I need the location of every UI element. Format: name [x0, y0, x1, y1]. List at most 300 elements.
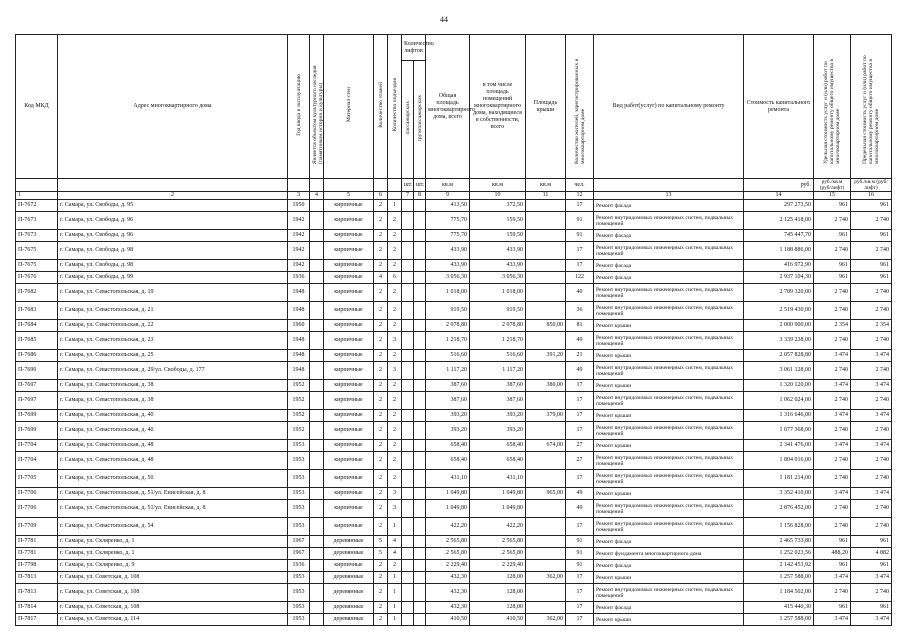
cell-cost: 2 057 828,80 — [744, 350, 814, 362]
cell-passenger-lifts — [402, 560, 414, 572]
cell-owned-area: 2 565,80 — [470, 548, 526, 560]
cell-mkd-code: П-7813 — [16, 584, 58, 602]
cell-freight-lifts — [414, 536, 426, 548]
cell-owned-area: 422,20 — [470, 518, 526, 536]
cell-work-type: Ремонт внутридомовых инженерных систем, подвальных помещений — [594, 332, 744, 350]
cell-freight-lifts — [414, 500, 426, 518]
page-number: 44 — [440, 15, 448, 24]
cell-wall-material: кирпичные — [324, 488, 374, 500]
cell-freight-lifts — [414, 584, 426, 602]
cell-freight-lifts — [414, 302, 426, 320]
cell-heritage — [310, 230, 324, 242]
cell-freight-lifts — [414, 422, 426, 440]
cell-address: г. Самара, ул. Севастопольская, д. 21 — [58, 302, 288, 320]
cell-year: 1953 — [288, 584, 310, 602]
cell-year: 1948 — [288, 302, 310, 320]
cell-floors: 2 — [374, 302, 388, 320]
cell-mkd-code: П-7676 — [16, 272, 58, 284]
column-number: 7 — [402, 192, 414, 200]
cell-floors: 2 — [374, 440, 388, 452]
cell-wall-material: деревянные — [324, 572, 374, 584]
cell-roof-area — [526, 500, 566, 518]
cell-unit-cost: 961 — [814, 602, 851, 614]
cell-wall-material: кирпичные — [324, 332, 374, 350]
cell-floors: 2 — [374, 230, 388, 242]
table-row — [16, 548, 892, 560]
cell-total-area: 775,70 — [426, 230, 470, 242]
cell-wall-material: кирпичные — [324, 284, 374, 302]
cell-wall-material: кирпичные — [324, 212, 374, 230]
cell-unit-cost: 3 474 — [814, 488, 851, 500]
cell-total-area: 433,90 — [426, 242, 470, 260]
cell-unit-cost: 961 — [814, 536, 851, 548]
column-number: 11 — [526, 192, 566, 200]
cell-freight-lifts — [414, 548, 426, 560]
cell-freight-lifts — [414, 350, 426, 362]
cell-owned-area: 516,60 — [470, 350, 526, 362]
cell-cost: 1 184 502,00 — [744, 584, 814, 602]
cell-wall-material: кирпичные — [324, 350, 374, 362]
cell-mkd-code: П-7706 — [16, 488, 58, 500]
cell-roof-area — [526, 200, 566, 212]
cell-address: г. Самара, ул. Севастопольская, д. 25 — [58, 350, 288, 362]
cell-max-cost: 3 474 — [851, 488, 892, 500]
cell-roof-area: 362,00 — [526, 572, 566, 584]
cell-owned-area: 1 218,70 — [470, 332, 526, 350]
cell-residents: 17 — [566, 572, 594, 584]
cell-floors: 2 — [374, 614, 388, 626]
cell-unit-cost: 3 474 — [814, 350, 851, 362]
cell-heritage — [310, 260, 324, 272]
cell-cost: 3 352 410,00 — [744, 488, 814, 500]
cell-roof-area: 850,00 — [526, 320, 566, 332]
table-row — [16, 302, 892, 320]
cell-entrances: 2 — [388, 242, 402, 260]
cell-owned-area: 658,40 — [470, 440, 526, 452]
cell-residents: 49 — [566, 488, 594, 500]
cell-mkd-code: П-7673 — [16, 230, 58, 242]
cell-cost: 2 341 476,00 — [744, 440, 814, 452]
cell-cost: 415 440,30 — [744, 602, 814, 614]
cell-residents: 17 — [566, 260, 594, 272]
cell-mkd-code: П-7781 — [16, 536, 58, 548]
cell-freight-lifts — [414, 284, 426, 302]
header-floors: Количество этажей — [374, 35, 388, 179]
cell-heritage — [310, 362, 324, 380]
cell-freight-lifts — [414, 332, 426, 350]
cell-total-area: 2 565,80 — [426, 536, 470, 548]
cell-residents: 17 — [566, 392, 594, 410]
cell-unit-cost: 2 740 — [814, 362, 851, 380]
cell-address: г. Самара, ул. Севастопольская, д. 40 — [58, 422, 288, 440]
cell-roof-area: 380,00 — [526, 380, 566, 392]
cell-cost: 1 181 214,00 — [744, 470, 814, 488]
cell-mkd-code: П-7813 — [16, 572, 58, 584]
cell-entrances: 3 — [388, 362, 402, 380]
cell-max-cost: 2 740 — [851, 518, 892, 536]
cell-cost: 1 062 024,00 — [744, 392, 814, 410]
cell-heritage — [310, 536, 324, 548]
header-entrances: Количество подъездов — [388, 35, 402, 179]
cell-residents: 17 — [566, 242, 594, 260]
cell-freight-lifts — [414, 440, 426, 452]
cell-freight-lifts — [414, 230, 426, 242]
cell-owned-area: 1 117,20 — [470, 362, 526, 380]
column-number: 15 — [814, 192, 851, 200]
table-row — [16, 230, 892, 242]
cell-address: г. Самара, ул. Свободы, д. 98 — [58, 242, 288, 260]
table-row — [16, 380, 892, 392]
capital-repair-register-table — [15, 34, 892, 626]
cell-address: г. Самара, ул. Севастопольская, д. 40 — [58, 410, 288, 422]
cell-owned-area: 128,00 — [470, 572, 526, 584]
column-number: 3 — [288, 192, 310, 200]
cell-year: 1960 — [288, 320, 310, 332]
cell-mkd-code: П-7697 — [16, 380, 58, 392]
cell-heritage — [310, 452, 324, 470]
cell-heritage — [310, 614, 324, 626]
cell-max-cost: 2 740 — [851, 362, 892, 380]
cell-work-type: Ремонт крыши — [594, 440, 744, 452]
cell-wall-material: деревянные — [324, 548, 374, 560]
cell-passenger-lifts — [402, 584, 414, 602]
cell-year: 1942 — [288, 260, 310, 272]
cell-address: г. Самара, ул. Свободы, д. 95 — [58, 200, 288, 212]
table-row — [16, 242, 892, 260]
cell-mkd-code: П-7699 — [16, 422, 58, 440]
cell-passenger-lifts — [402, 284, 414, 302]
cell-work-type: Ремонт фасада — [594, 536, 744, 548]
cell-entrances: 2 — [388, 410, 402, 422]
cell-roof-area: 674,00 — [526, 440, 566, 452]
cell-freight-lifts — [414, 362, 426, 380]
cell-unit-cost: 3 474 — [814, 614, 851, 626]
cell-address: г. Самара, ул. Советская, д. 108 — [58, 584, 288, 602]
cell-year: 1953 — [288, 500, 310, 518]
cell-address: г. Самара, ул. Севастопольская, д. 48 — [58, 440, 288, 452]
cell-owned-area: 2 078,80 — [470, 320, 526, 332]
cell-work-type: Ремонт внутридомовых инженерных систем, подвальных помещений — [594, 302, 744, 320]
cell-year: 1952 — [288, 422, 310, 440]
cell-owned-area: 2 565,80 — [470, 536, 526, 548]
cell-total-area: 1 117,20 — [426, 362, 470, 380]
table-row — [16, 392, 892, 410]
cell-cost: 1 804 016,00 — [744, 452, 814, 470]
cell-max-cost: 4 882 — [851, 548, 892, 560]
cell-heritage — [310, 500, 324, 518]
cell-mkd-code: П-7684 — [16, 320, 58, 332]
cell-owned-area: 1 049,80 — [470, 500, 526, 518]
cell-address: г. Самара, ул. Свободы, д. 98 — [58, 260, 288, 272]
cell-work-type: Ремонт фасада — [594, 200, 744, 212]
cell-work-type: Ремонт внутридомовых инженерных систем, подвальных помещений — [594, 242, 744, 260]
cell-wall-material: кирпичные — [324, 272, 374, 284]
cell-mkd-code: П-7699 — [16, 410, 58, 422]
cell-residents: 91 — [566, 212, 594, 230]
cell-passenger-lifts — [402, 548, 414, 560]
cell-wall-material: кирпичные — [324, 200, 374, 212]
table-row — [16, 602, 892, 614]
cell-wall-material: кирпичные — [324, 392, 374, 410]
cell-residents: 17 — [566, 518, 594, 536]
table-row — [16, 470, 892, 488]
table-row — [16, 518, 892, 536]
cell-total-area: 387,60 — [426, 392, 470, 410]
cell-year: 1952 — [288, 410, 310, 422]
cell-total-area: 1 049,80 — [426, 488, 470, 500]
cell-cost: 1 188 886,00 — [744, 242, 814, 260]
cell-residents: 17 — [566, 380, 594, 392]
cell-roof-area — [526, 584, 566, 602]
column-number: 6 — [374, 192, 388, 200]
cell-roof-area — [526, 518, 566, 536]
cell-max-cost: 2 740 — [851, 284, 892, 302]
cell-owned-area: 919,50 — [470, 302, 526, 320]
cell-heritage — [310, 602, 324, 614]
cell-cost: 3 061 128,00 — [744, 362, 814, 380]
unit-label: руб. — [744, 179, 814, 192]
cell-total-area: 658,40 — [426, 440, 470, 452]
cell-year: 1953 — [288, 614, 310, 626]
cell-wall-material: кирпичные — [324, 452, 374, 470]
cell-wall-material: кирпичные — [324, 362, 374, 380]
cell-passenger-lifts — [402, 350, 414, 362]
header-cost: Стоимость капитального ремонта — [744, 35, 814, 179]
cell-entrances: 1 — [388, 614, 402, 626]
cell-roof-area — [526, 536, 566, 548]
cell-owned-area: 410,50 — [470, 614, 526, 626]
cell-unit-cost: 3 474 — [814, 440, 851, 452]
cell-unit-cost: 2 740 — [814, 392, 851, 410]
cell-work-type: Ремонт внутридомовых инженерных систем, подвальных помещений — [594, 422, 744, 440]
cell-owned-area: 393,20 — [470, 410, 526, 422]
cell-owned-area: 3 056,30 — [470, 272, 526, 284]
cell-unit-cost: 2 740 — [814, 452, 851, 470]
header-work-type: Вид работ(услуг) по капитальному ремонту — [594, 35, 744, 179]
cell-year: 1936 — [288, 560, 310, 572]
table-row — [16, 614, 892, 626]
cell-total-area: 393,20 — [426, 410, 470, 422]
header-residents: Количество жителей, зарегистрированных в многоквартирном доме — [566, 35, 594, 179]
unit-label: шт. — [402, 179, 414, 192]
cell-freight-lifts — [414, 260, 426, 272]
cell-total-area: 413,50 — [426, 200, 470, 212]
cell-residents: 91 — [566, 560, 594, 572]
cell-unit-cost: 961 — [814, 260, 851, 272]
cell-passenger-lifts — [402, 602, 414, 614]
cell-max-cost: 2 740 — [851, 584, 892, 602]
cell-work-type: Ремонт крыши — [594, 350, 744, 362]
cell-floors: 2 — [374, 212, 388, 230]
cell-roof-area — [526, 242, 566, 260]
cell-work-type: Ремонт внутридомовых инженерных систем, подвальных помещений — [594, 212, 744, 230]
table-row — [16, 320, 892, 332]
cell-entrances: 2 — [388, 302, 402, 320]
cell-floors: 2 — [374, 560, 388, 572]
cell-owned-area: 431,10 — [470, 470, 526, 488]
cell-passenger-lifts — [402, 518, 414, 536]
cell-entrances: 1 — [388, 602, 402, 614]
header-unit-cost: Удельная стоимость услуг и (или) работ по капитальному ремонту общего имущества в многоквартирном доме — [814, 35, 851, 179]
cell-mkd-code: П-7682 — [16, 284, 58, 302]
cell-cost: 3 339 238,00 — [744, 332, 814, 350]
column-number: 9 — [426, 192, 470, 200]
cell-floors: 2 — [374, 260, 388, 272]
cell-work-type: Ремонт фундамента многоквартирного дома — [594, 548, 744, 560]
table-row — [16, 452, 892, 470]
cell-cost: 2 465 733,80 — [744, 536, 814, 548]
cell-entrances: 1 — [388, 200, 402, 212]
cell-mkd-code: П-7814 — [16, 602, 58, 614]
cell-entrances: 3 — [388, 500, 402, 518]
cell-entrances: 2 — [388, 212, 402, 230]
cell-wall-material: кирпичные — [324, 260, 374, 272]
cell-roof-area — [526, 548, 566, 560]
cell-floors: 2 — [374, 332, 388, 350]
cell-total-area: 432,30 — [426, 572, 470, 584]
header-owned-area: в том числе площадь помещений многоквартирного дома, находящиеся в собственности, всего — [470, 35, 526, 179]
table-row — [16, 560, 892, 572]
cell-passenger-lifts — [402, 272, 414, 284]
cell-max-cost: 961 — [851, 536, 892, 548]
cell-address: г. Самара, ул. Севастопольская, д. 19 — [58, 284, 288, 302]
cell-entrances: 4 — [388, 536, 402, 548]
cell-unit-cost: 2 740 — [814, 212, 851, 230]
cell-entrances: 1 — [388, 518, 402, 536]
table-row — [16, 500, 892, 518]
cell-unit-cost: 2 740 — [814, 518, 851, 536]
cell-unit-cost: 2 740 — [814, 470, 851, 488]
units-row — [16, 179, 892, 192]
cell-work-type: Ремонт крыши — [594, 614, 744, 626]
cell-cost: 745 447,70 — [744, 230, 814, 242]
unit-label: кв.м — [426, 179, 470, 192]
cell-floors: 4 — [374, 272, 388, 284]
header-lifts-group: Количество лифтов — [402, 35, 426, 61]
header-mkd-code: Код МКД — [16, 35, 58, 179]
cell-heritage — [310, 518, 324, 536]
cell-roof-area — [526, 272, 566, 284]
cell-max-cost: 3 474 — [851, 440, 892, 452]
cell-entrances: 2 — [388, 440, 402, 452]
cell-passenger-lifts — [402, 422, 414, 440]
cell-work-type: Ремонт фасада — [594, 272, 744, 284]
cell-heritage — [310, 284, 324, 302]
cell-owned-area: 433,90 — [470, 260, 526, 272]
cell-residents: 36 — [566, 302, 594, 320]
cell-passenger-lifts — [402, 242, 414, 260]
cell-address: г. Самара, ул. Севастопольская, д. 38 — [58, 380, 288, 392]
header-row — [16, 35, 892, 61]
cell-floors: 2 — [374, 488, 388, 500]
cell-total-area: 775,70 — [426, 212, 470, 230]
cell-owned-area: 1 018,00 — [470, 284, 526, 302]
cell-freight-lifts — [414, 410, 426, 422]
cell-work-type: Ремонт внутридомовых инженерных систем, подвальных помещений — [594, 518, 744, 536]
cell-residents: 81 — [566, 320, 594, 332]
cell-mkd-code: П-7672 — [16, 200, 58, 212]
cell-entrances: 3 — [388, 488, 402, 500]
cell-owned-area: 2 229,40 — [470, 560, 526, 572]
cell-total-area: 2 078,80 — [426, 320, 470, 332]
cell-work-type: Ремонт крыши — [594, 320, 744, 332]
cell-mkd-code: П-7781 — [16, 548, 58, 560]
cell-heritage — [310, 212, 324, 230]
header-roof-area: Площадь крыши — [526, 35, 566, 179]
cell-total-area: 1 018,00 — [426, 284, 470, 302]
cell-freight-lifts — [414, 452, 426, 470]
cell-total-area: 1 049,80 — [426, 500, 470, 518]
cell-owned-area: 159,50 — [470, 230, 526, 242]
cell-wall-material: кирпичные — [324, 560, 374, 572]
cell-floors: 5 — [374, 548, 388, 560]
cell-max-cost: 961 — [851, 230, 892, 242]
cell-max-cost: 3 474 — [851, 350, 892, 362]
cell-total-area: 422,20 — [426, 518, 470, 536]
cell-heritage — [310, 350, 324, 362]
cell-cost: 297 273,50 — [744, 200, 814, 212]
cell-passenger-lifts — [402, 440, 414, 452]
cell-heritage — [310, 488, 324, 500]
cell-floors: 2 — [374, 392, 388, 410]
cell-address: г. Самара, ул. Севастопольская, д. 54 — [58, 518, 288, 536]
cell-total-area: 432,30 — [426, 602, 470, 614]
cell-passenger-lifts — [402, 320, 414, 332]
cell-floors: 2 — [374, 350, 388, 362]
table-row — [16, 362, 892, 380]
table-row — [16, 584, 892, 602]
cell-work-type: Ремонт внутридомовых инженерных систем, подвальных помещений — [594, 452, 744, 470]
cell-work-type: Ремонт внутридомовых инженерных систем, подвальных помещений — [594, 584, 744, 602]
cell-unit-cost: 2 740 — [814, 422, 851, 440]
cell-work-type: Ремонт крыши — [594, 488, 744, 500]
cell-mkd-code: П-7686 — [16, 350, 58, 362]
cell-roof-area: 379,00 — [526, 410, 566, 422]
cell-passenger-lifts — [402, 332, 414, 350]
column-number-row — [16, 192, 892, 200]
table-row — [16, 350, 892, 362]
cell-entrances: 1 — [388, 572, 402, 584]
column-number: 4 — [310, 192, 324, 200]
cell-entrances: 2 — [388, 320, 402, 332]
cell-max-cost: 961 — [851, 602, 892, 614]
column-number: 1 — [16, 192, 58, 200]
cell-cost: 2 000 900,00 — [744, 320, 814, 332]
cell-work-type: Ремонт внутридомовых инженерных систем, подвальных помещений — [594, 500, 744, 518]
cell-passenger-lifts — [402, 362, 414, 380]
cell-heritage — [310, 584, 324, 602]
cell-heritage — [310, 410, 324, 422]
cell-max-cost: 2 740 — [851, 422, 892, 440]
column-number: 8 — [414, 192, 426, 200]
cell-passenger-lifts — [402, 614, 414, 626]
cell-year: 1967 — [288, 548, 310, 560]
cell-residents: 17 — [566, 200, 594, 212]
cell-floors: 2 — [374, 284, 388, 302]
table-body — [16, 200, 892, 626]
cell-year: 1953 — [288, 602, 310, 614]
cell-roof-area — [526, 602, 566, 614]
cell-owned-area: 372,50 — [470, 200, 526, 212]
cell-heritage — [310, 332, 324, 350]
cell-mkd-code: П-7706 — [16, 500, 58, 518]
cell-roof-area: 362,00 — [526, 614, 566, 626]
column-number: 14 — [744, 192, 814, 200]
cell-cost: 1 320 120,00 — [744, 380, 814, 392]
cell-address: г. Самара, ул. Севастопольская, д. 23 — [58, 332, 288, 350]
cell-unit-cost: 3 474 — [814, 380, 851, 392]
cell-work-type: Ремонт фасада — [594, 260, 744, 272]
